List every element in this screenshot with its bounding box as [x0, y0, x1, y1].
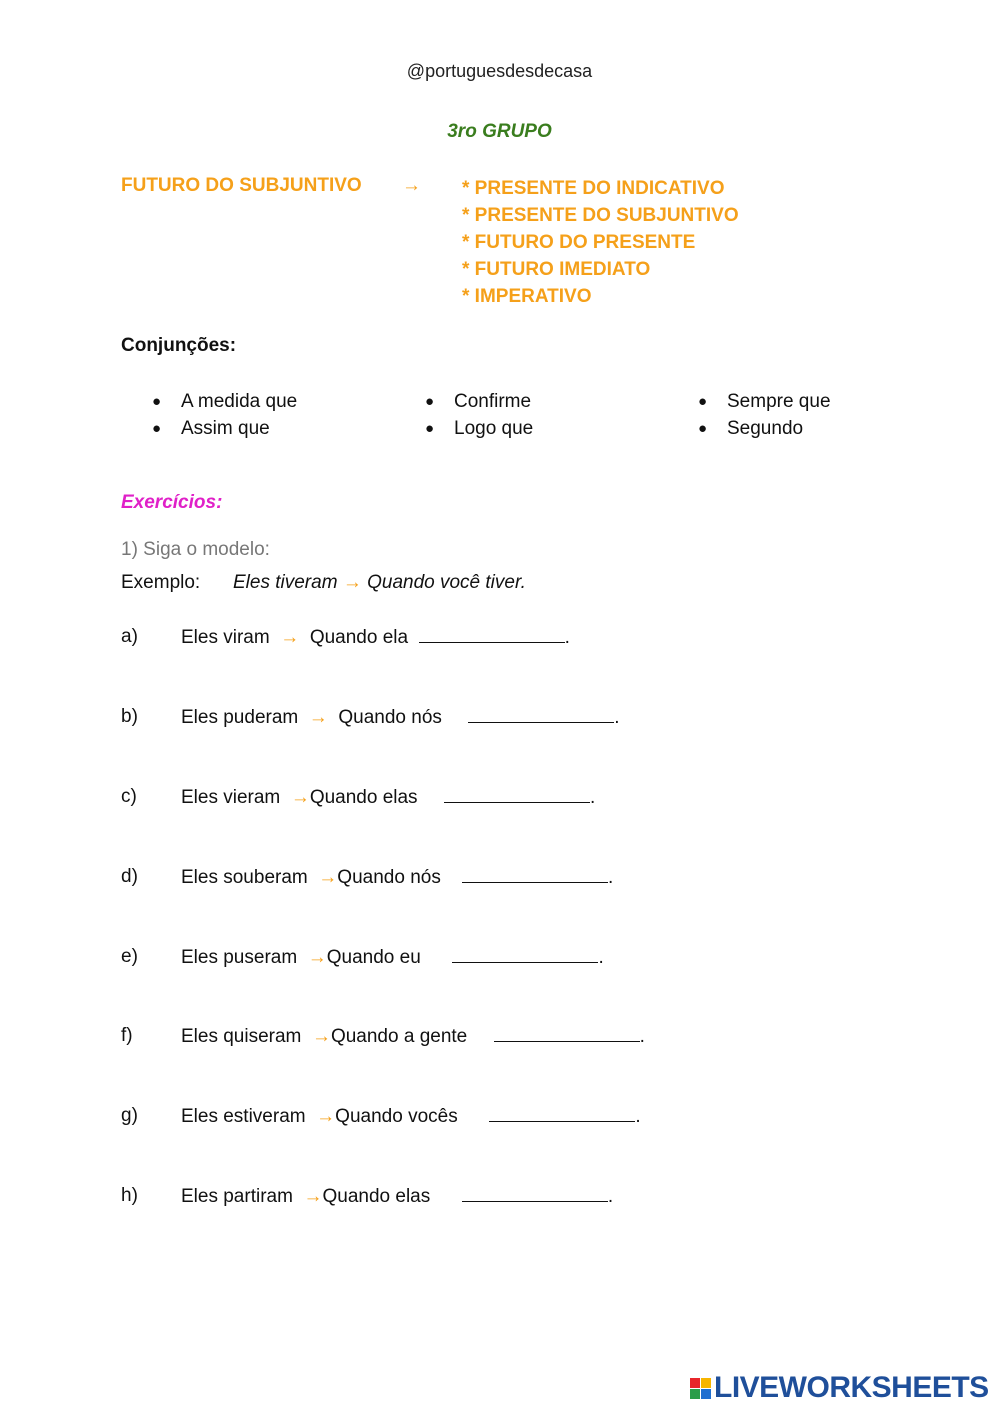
- item-right: Quando elas: [322, 1186, 431, 1207]
- logo-squares-icon: [690, 1378, 711, 1399]
- item-left: Eles estiveram: [181, 1106, 306, 1127]
- item-end: .: [607, 867, 614, 888]
- example-right: Quando você tiver.: [367, 572, 526, 593]
- conjunction-item: ● Segundo: [698, 415, 831, 442]
- logo-text: LIVEWORKSHEETS: [714, 1371, 989, 1404]
- conjunction-item: ● Logo que: [425, 415, 533, 442]
- example-line: [121, 572, 526, 594]
- arrow-icon: →: [308, 707, 328, 728]
- item-end: .: [589, 787, 596, 808]
- logo-square: [701, 1378, 711, 1388]
- answer-blank[interactable]: [419, 626, 565, 643]
- item-left: Eles puseram: [181, 947, 298, 968]
- item-left: Eles viram: [181, 627, 270, 648]
- arrow-icon: →: [290, 787, 310, 808]
- logo-square: [690, 1378, 700, 1388]
- item-letter: a): [121, 626, 138, 647]
- tense-target: * FUTURO DO PRESENTE: [462, 232, 696, 253]
- group-title: 3ro GRUPO: [447, 121, 552, 142]
- item-right: Quando eu: [326, 947, 421, 968]
- item-right: Quando elas: [309, 787, 418, 808]
- item-right: Quando nós: [337, 867, 441, 888]
- item-letter: g): [121, 1105, 138, 1126]
- tense-targets: [462, 175, 739, 310]
- tense-source: FUTURO DO SUBJUNTIVO: [121, 175, 362, 196]
- item-letter: c): [121, 786, 137, 807]
- conjunction-column-3: [698, 388, 831, 442]
- conjunction-item: ● Sempre que: [698, 388, 831, 415]
- item-left: Eles quiseram: [181, 1026, 302, 1047]
- answer-blank[interactable]: [452, 946, 598, 963]
- item-end: .: [607, 1186, 614, 1207]
- item-left: Eles souberam: [181, 867, 308, 888]
- item-letter: b): [121, 706, 138, 727]
- item-left: Eles puderam: [181, 707, 299, 728]
- answer-blank[interactable]: [444, 786, 590, 803]
- tense-target: * PRESENTE DO INDICATIVO: [462, 178, 725, 199]
- answer-blank[interactable]: [489, 1105, 635, 1122]
- example-label: Exemplo:: [121, 572, 201, 593]
- tense-target: * IMPERATIVO: [462, 286, 592, 307]
- liveworksheets-logo: [690, 1371, 989, 1405]
- arrow-icon: →: [303, 1186, 323, 1207]
- author-handle: @portuguesdesdecasa: [406, 61, 593, 81]
- conjunction-item: ● Confirme: [425, 388, 533, 415]
- item-left: Eles vieram: [181, 787, 281, 808]
- item-right: Quando nós: [338, 707, 442, 728]
- item-end: .: [639, 1026, 645, 1047]
- conjunction-column-2: [425, 388, 533, 442]
- logo-square: [701, 1389, 711, 1399]
- item-left: Eles partiram: [181, 1186, 293, 1207]
- item-end: .: [635, 1106, 641, 1127]
- answer-blank[interactable]: [494, 1025, 640, 1042]
- item-letter: h): [121, 1185, 138, 1206]
- answer-blank[interactable]: [462, 866, 608, 883]
- exercises-title: Exercícios:: [121, 492, 223, 513]
- conjunctions-title: Conjunções:: [121, 335, 237, 356]
- logo-square: [690, 1389, 700, 1399]
- arrow-icon: →: [280, 627, 300, 648]
- example-left: Eles tiveram: [233, 572, 338, 593]
- arrow-icon: →: [307, 947, 327, 968]
- arrow-icon: →: [311, 1026, 331, 1047]
- exercise-instruction: 1) Siga o modelo:: [121, 539, 270, 560]
- conjunction-item: ● Assim que: [152, 415, 297, 442]
- item-end: .: [564, 627, 570, 648]
- item-letter: d): [121, 866, 138, 887]
- item-end: .: [598, 947, 604, 968]
- conjunction-item: ● A medida que: [152, 388, 297, 415]
- tense-target: * FUTURO IMEDIATO: [462, 259, 651, 280]
- tense-target: * PRESENTE DO SUBJUNTIVO: [462, 205, 739, 226]
- answer-blank[interactable]: [468, 706, 614, 723]
- item-right: Quando vocês: [335, 1106, 458, 1127]
- arrow-icon: →: [318, 867, 338, 888]
- item-letter: e): [121, 946, 138, 967]
- item-end: .: [614, 707, 620, 728]
- conjunction-column-1: [152, 388, 297, 442]
- answer-blank[interactable]: [462, 1185, 608, 1202]
- item-letter: f): [121, 1025, 133, 1046]
- tense-arrow-icon: →: [402, 175, 421, 196]
- item-right: Quando a gente: [330, 1026, 468, 1047]
- item-right: Quando ela: [309, 627, 409, 648]
- arrow-icon: →: [316, 1106, 336, 1127]
- arrow-icon: →: [342, 572, 362, 593]
